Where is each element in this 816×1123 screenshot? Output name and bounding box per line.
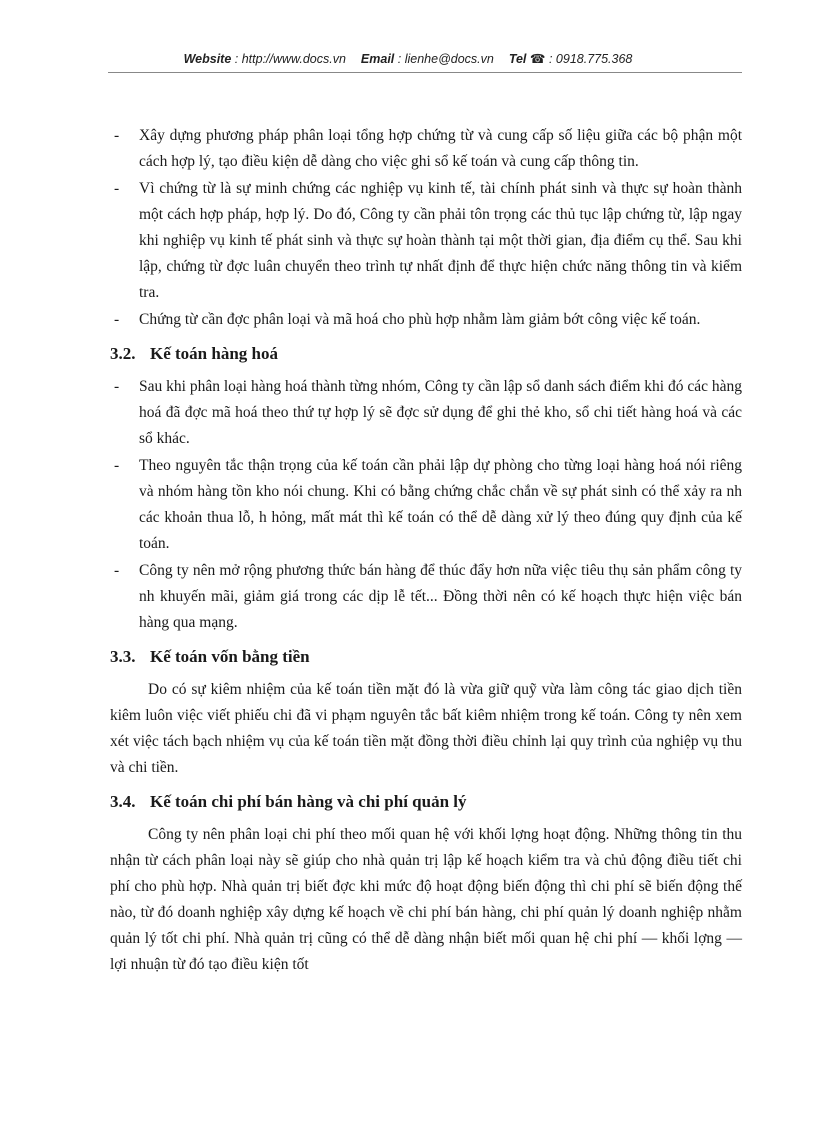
section-heading-3-2	[110, 342, 742, 366]
email-value: : lienhe@docs.vn	[397, 52, 494, 66]
tel-value: : 0918.775.368	[548, 52, 633, 66]
bullet-dash: -	[114, 457, 120, 474]
bullet-dash: -	[114, 378, 120, 395]
bullet-dash: -	[114, 311, 120, 328]
page-header	[0, 51, 816, 66]
tel-label: Tel	[508, 52, 527, 66]
paragraph: Công ty nên phân loại chi phí theo mối quan hệ với khối lợng hoạt động. Những thông tin thu nhận từ cách phân loại này sẽ giúp cho nhà quản trị lập kế hoạch kiểm tra và chủ động điều tiết chi phí cho phù hợp. Nhà quản trị biết đợc khi mức độ hoạt động biến động thì chi phí sẽ biến động thế nào, từ đó doanh nghiệp xây dựng kế hoạch về chi phí bán hàng, chi phí quản lý doanh nghiệp nhằm quản lý tốt chi phí. Nhà quản trị cũng có thể dễ dàng nhận biết mối quan hệ chi phí — khối lợng — lợi nhuận từ đó tạo điều kiện tốt	[110, 826, 742, 973]
section-number: 3.2.	[110, 344, 136, 363]
list-item: - Vì chứng từ là sự minh chứng các nghiệp vụ kinh tế, tài chính phát sinh và thực sự hoàn thành một cách hợp pháp, hợp lý. Do đó, Công ty cần phải tôn trọng các thủ tục lập chứng từ, lập ngay khi nghiệp vụ kinh tế phát sinh và thực sự hoàn thành tại một thời gian, địa điểm cụ thể. Sau khi lập, chứng từ đợc luân chuyển theo trình tự nhất định để thực hiện chức năng thông tin và kiểm tra.	[110, 176, 742, 306]
list-item: - Theo nguyên tắc thận trọng của kế toán cần phải lập dự phòng cho từng loại hàng hoá nói riêng và nhóm hàng tồn kho nói chung. Khi có bằng chứng chắc chắn về sự phát sinh có thể xảy ra nh các khoản thua lỗ, h hỏng, mất mát thì kế toán có thể dễ dàng xử lý theo đúng quy định của kế toán.	[110, 453, 742, 557]
email-label: Email	[360, 52, 395, 66]
section-heading-3-4	[110, 790, 742, 814]
header-divider	[108, 72, 742, 73]
list-item: - Xây dựng phương pháp phân loại tổng hợp chứng từ và cung cấp số liệu giữa các bộ phận một cách hợp lý, tạo điều kiện dễ dàng cho việc ghi sổ kế toán và cung cấp thông tin.	[110, 123, 742, 175]
document-body	[110, 123, 742, 978]
telephone-icon: ☎	[529, 52, 546, 66]
section-heading-3-3	[110, 645, 742, 669]
paragraph: Do có sự kiêm nhiệm của kế toán tiền mặt đó là vừa giữ quỹ vừa làm công tác giao dịch tiền kiêm luôn việc viết phiếu chi đã vi phạm nguyên tắc bất kiêm nhiệm trong kế toán. Công ty nên xem xét việc tách bạch nhiệm vụ của kế toán tiền mặt đồng thời điều chỉnh lại quy trình của nghiệp vụ thu và chi tiền.	[110, 681, 742, 776]
section-number: 3.4.	[110, 792, 136, 811]
section-number: 3.3.	[110, 647, 136, 666]
list-item: - Sau khi phân loại hàng hoá thành từng nhóm, Công ty cần lập sổ danh sách điểm khi đó các hàng hoá đã đợc mã hoá theo thứ tự hợp lý sẽ đợc sử dụng để ghi thẻ kho, sổ chi tiết hàng hoá và các sổ khác.	[110, 374, 742, 452]
section-title: Kế toán vốn bằng tiền	[150, 647, 310, 666]
website-label: Website	[183, 52, 232, 66]
bullet-dash: -	[114, 127, 120, 144]
section-title: Kế toán hàng hoá	[150, 344, 278, 363]
list-item: - Chứng từ cần đợc phân loại và mã hoá cho phù hợp nhằm làm giảm bớt công việc kế toán.	[110, 307, 742, 333]
bullet-dash: -	[114, 180, 120, 197]
bullet-dash: -	[114, 562, 120, 579]
website-value: : http://www.docs.vn	[234, 52, 346, 66]
list-item: - Công ty nên mở rộng phương thức bán hàng để thúc đẩy hơn nữa việc tiêu thụ sản phẩm công ty nh khuyến mãi, giảm giá trong các dịp lễ tết... Đồng thời nên có kế hoạch thực hiện việc bán hàng qua mạng.	[110, 558, 742, 636]
section-title: Kế toán chi phí bán hàng và chi phí quản lý	[150, 792, 467, 811]
